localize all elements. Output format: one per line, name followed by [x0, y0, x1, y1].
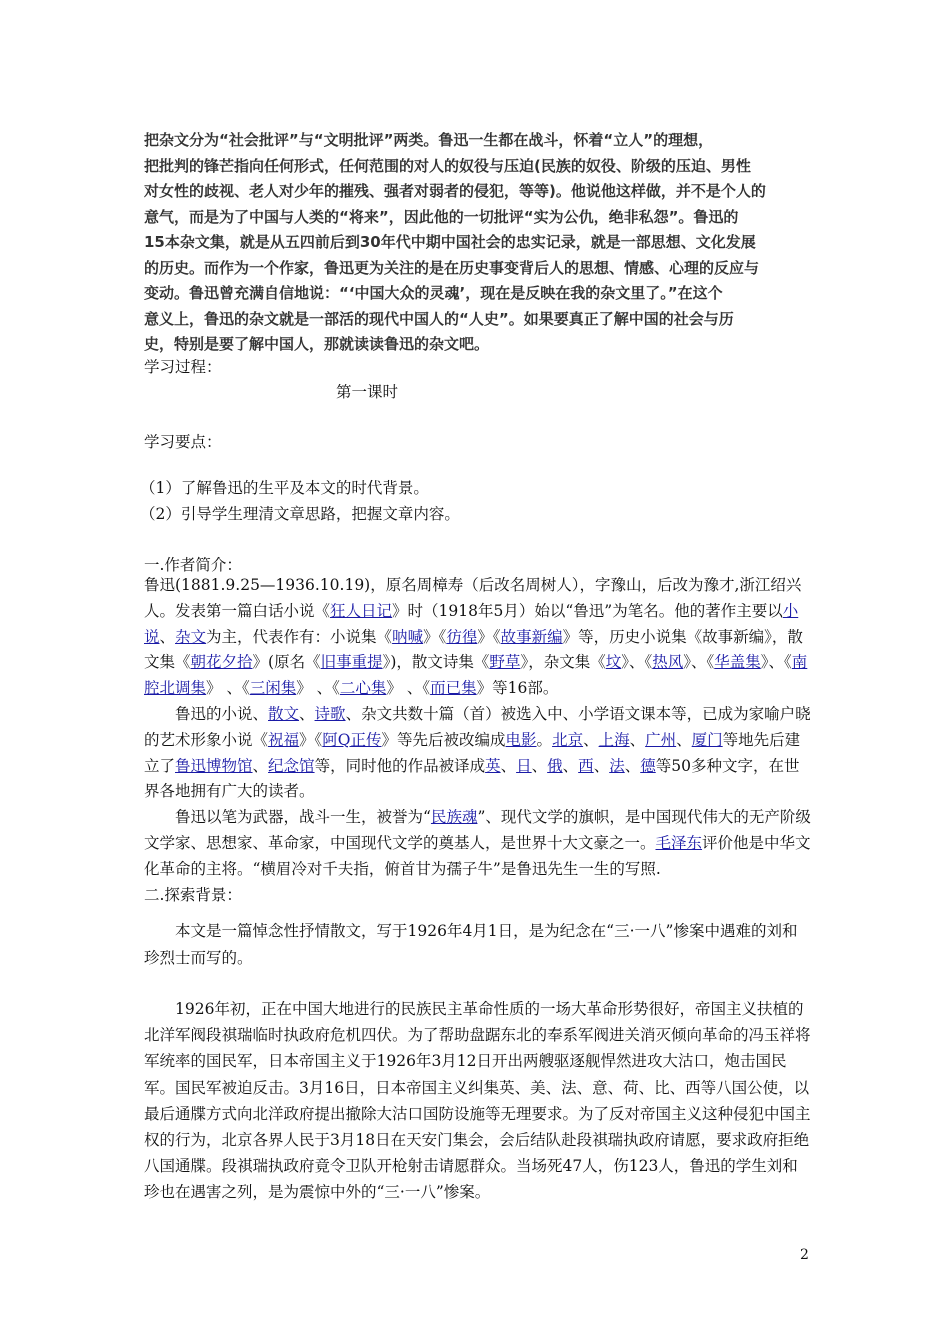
link-guangzhou[interactable]: 广州 — [645, 730, 677, 749]
background-para-2: 1926年初，正在中国大地进行的民族民主革命性质的一场大革命形势很好，帝国主义扶植的北洋军阀段祺瑞临时执政府危机四伏。为了帮助盘踞东北的奉系军阀进关消灭倾向革命的冯玉祥将军统率的国民军，日本帝国主义于1926年3月12日开出两艘驱逐舰悍然进攻大沽口，炮击国民军。国民军被迫反击。3月16日，日本帝国主义纠集英、美、法、意、荷、比、西等八国公使，以最后通牒方式向北洋政府提出撤除大沽口国防设施等无理要求。为了反对帝国主义这种侵犯中国主权的行为，北京各界人民于3月18日在天安门集会，会后结队赴段祺瑞执政府请愿，要求政府拒绝八国通牒。段祺瑞执政府竟令卫队开枪射击请愿群众。当场死47人，伤123人，鲁迅的学生刘和珍也在遇害之列，是为震惊中外的“三·一八”惨案。 — [144, 1000, 811, 1202]
text: 》)，散文诗集《 — [382, 653, 490, 672]
text: 》，杂文集《 — [520, 653, 606, 672]
text: 、 — [629, 730, 646, 749]
text: 》、《 — [683, 653, 715, 672]
intro-line: 意气，而是为了中国与人类的“将来”，因此他的一切批评“实为公仇，绝非私怨”。鲁迅的 — [144, 207, 739, 226]
link-jiushi-chongti[interactable]: 旧事重提 — [320, 653, 383, 672]
link-refeng[interactable]: 热风 — [652, 653, 684, 672]
text: 》 、《 — [386, 679, 431, 698]
link-gushi-xinbian[interactable]: 故事新编 — [500, 627, 563, 646]
text: 、 — [299, 704, 315, 723]
text: 》《 — [477, 627, 501, 646]
link-xiamen[interactable]: 厦门 — [691, 730, 723, 749]
background-section — [144, 918, 812, 971]
text: 等地先后建立了 — [144, 730, 801, 775]
intro-line: 变动。鲁迅曾充满自信地说：“‘中国大众的灵魂’，现在是反映在我的杂文里了。”在这个 — [144, 284, 723, 302]
link-zhufu[interactable]: 祝福 — [268, 730, 300, 749]
text: 》《 — [299, 730, 323, 749]
text: 等，同时他的作品被译成 — [314, 756, 486, 775]
background-section-2 — [144, 996, 812, 1206]
link-zawen[interactable]: 杂文 — [175, 627, 207, 646]
text: 、 — [676, 730, 692, 749]
link-shige[interactable]: 诗歌 — [314, 704, 346, 723]
link-erxin-ji[interactable]: 二心集 — [339, 679, 387, 698]
link-fen[interactable]: 坟 — [605, 653, 622, 672]
link-xi[interactable]: 西 — [578, 756, 594, 775]
keypoints-label: 学习要点： — [144, 433, 222, 451]
link-minzuhun[interactable]: 民族魂 — [430, 808, 478, 827]
intro-line: 对女性的歧视、老人对少年的摧残、强者对弱者的侵犯，等等)。他说他这样做，并不是个人的 — [144, 182, 766, 200]
text: 等50多种文字，在世界各地拥有广大的读者。 — [144, 756, 800, 801]
section1-heading: 一.作者简介： — [144, 556, 242, 574]
link-nahan[interactable]: 呐喊 — [392, 627, 424, 646]
link-ri[interactable]: 日 — [516, 756, 532, 775]
text: 》 、《 — [296, 679, 340, 698]
link-sanxian-ji[interactable]: 三闲集 — [249, 679, 297, 698]
text: 、 — [531, 756, 548, 775]
link-panghuang[interactable]: 彷徨 — [446, 627, 478, 646]
text: 、 — [593, 756, 610, 775]
text: 》(原名《 — [252, 653, 321, 672]
intro-line: 15本杂文集，就是从五四前后到30年代中期中国社会的忠实记录，就是一部思想、文化发展 — [144, 233, 756, 251]
intro-line: 的历史。而作为一个作家，鲁迅更为关注的是在历史事变背后人的思想、情感、心理的反应与 — [144, 258, 760, 277]
link-e[interactable]: 俄 — [547, 756, 563, 775]
link-nanqiang-beidiao-ji[interactable]: 南腔北调集 — [144, 653, 808, 698]
text: 》等，历史小说集《故事新编》，散文集《 — [144, 627, 803, 672]
link-kuangren-riji[interactable]: 狂人日记 — [330, 601, 393, 620]
link-zhaohua-xishi[interactable]: 朝花夕拾 — [190, 653, 253, 672]
lesson-title: 第一课时 — [336, 383, 399, 401]
page-number: 2 — [800, 1247, 809, 1263]
link-luxun-bowuguan[interactable]: 鲁迅博物馆 — [175, 756, 253, 775]
text: 》 、《 — [206, 679, 250, 698]
intro-line: 史，特别是要了解中国人，那就读读鲁迅的杂文吧。 — [144, 335, 490, 353]
keypoint-item: （1）了解鲁迅的生平及本文的时代背景。 — [140, 479, 429, 497]
author-para-1 — [144, 573, 812, 702]
text: 、 — [583, 730, 599, 749]
intro-paragraph — [144, 128, 812, 358]
text: 》等先后被改编成 — [381, 730, 506, 749]
link-de[interactable]: 德 — [640, 756, 656, 775]
text: 》、《 — [621, 653, 653, 672]
section2-heading: 二.探索背景： — [144, 885, 242, 904]
text: 鲁迅以笔为武器，战斗一生，被誉为“ — [175, 808, 431, 827]
link-xiaoshuo[interactable]: 小说 — [144, 601, 799, 646]
text: 、 — [252, 756, 269, 775]
text: 。 — [536, 730, 553, 749]
link-aq-zhengzhuan[interactable]: 阿Q正传 — [322, 730, 382, 749]
text: 评价他是中华文化革命的主将。“横眉冷对千夫指，俯首甘为孺子牛”是鲁迅先生一生的写照. — [144, 833, 811, 878]
link-dianying[interactable]: 电影 — [505, 730, 537, 749]
text: 、 — [624, 756, 641, 775]
background-para-1: 本文是一篇悼念性抒情散文，写于1926年4月1日，是为纪念在“三·一八”惨案中遇难的刘和珍烈士而写的。 — [144, 922, 798, 967]
text: 》等16部。 — [476, 679, 559, 698]
text: 、杂文共数十篇（首）被选入中、小学语文课本等，已成为家喻户晓的艺术形象小说《 — [144, 704, 811, 749]
link-sanwen[interactable]: 散文 — [268, 704, 300, 723]
link-shanghai[interactable]: 上海 — [598, 730, 630, 749]
link-huagai-ji[interactable]: 华盖集 — [714, 653, 761, 672]
author-intro — [144, 573, 812, 908]
text: 、 — [562, 756, 579, 775]
intro-line: 意义上，鲁迅的杂文就是一部活的现代中国人的“人史”。如果要真正了解中国的社会与历 — [144, 309, 734, 328]
text: 鲁迅(1881.9.25—1936.10.19)，原名周樟寿（后改名周树人），字豫山，后改为豫才,浙江绍兴人。发表第一篇白话小说《 — [144, 576, 802, 620]
author-para-2 — [144, 702, 812, 805]
text: 鲁迅的小说、 — [175, 704, 269, 723]
text: 、 — [159, 627, 176, 646]
text: 》、《 — [760, 653, 792, 672]
link-ying[interactable]: 英 — [485, 756, 501, 775]
link-jinianguan[interactable]: 纪念馆 — [268, 756, 315, 775]
text: ”、现代文学的旗帜，是中国现代伟大的无产阶级文学家、思想家、革命家，中国现代文学的奠基人，是世界十大文豪之一。 — [144, 808, 811, 852]
keypoint-item: （2）引导学生理清文章思路，把握文章内容。 — [140, 505, 460, 523]
text: 》时（1918年5月）始以“鲁迅”为笔名。他的著作主要以 — [392, 601, 783, 620]
link-beijing[interactable]: 北京 — [552, 730, 584, 749]
link-yecao[interactable]: 野草 — [489, 653, 521, 672]
intro-line: 把杂文分为“社会批评”与“文明批评”两类。鲁迅一生都在战斗，怀着“立人”的理想， — [144, 131, 714, 149]
link-maozedong[interactable]: 毛泽东 — [655, 833, 703, 852]
link-fa[interactable]: 法 — [609, 756, 625, 775]
author-para-3 — [144, 805, 812, 882]
process-label: 学习过程： — [144, 358, 222, 376]
text: 》《 — [423, 627, 447, 646]
text: 、 — [500, 756, 517, 775]
link-eryi-ji[interactable]: 而已集 — [430, 679, 477, 698]
text: 为主，代表作有：小说集《 — [206, 627, 393, 646]
intro-line: 把批判的锋芒指向任何形式，任何范围的对人的奴役与压迫(民族的奴役、阶级的压迫、男性 — [144, 156, 751, 175]
